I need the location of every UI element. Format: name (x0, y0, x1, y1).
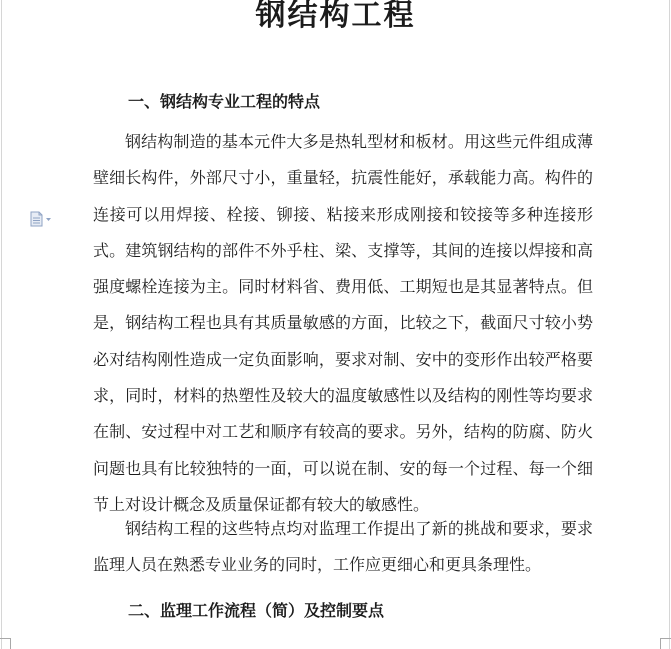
page-corner-mark (660, 638, 671, 649)
body-paragraph: 钢结构制造的基本元件大多是热轧型材和板材。用这些元件组成薄壁细长构件，外部尺寸小，重量轻，抗震性能好，承载能力高。构件的连接可以用焊接、栓接、铆接、粘接来形成刚接和铰接等多种连接形式。建筑钢结构的部件不外乎柱、梁、支撑等，其间的连接以焊接和高强度螺栓连接为主。同时材料省、费用低、工期短也是其显著特点。但是，钢结构工程也具有其质量敏感的方面，比较之下，截面尺寸较小势必对结构刚性造成一定负面影响，要求对制、安中的变形作出较严格要求，同时，材料的热塑性及较大的温度敏感性以及结构的刚性等均要求在制、安过程中对工艺和顺序有较高的要求。另外，结构的防腐、防火问题也具有比较独特的一面，可以说在制、安的每一个过程、每一个细节上对设计概念及质量保证都有较大的敏感性。 (93, 132, 593, 514)
section-heading-1: 一、钢结构专业工程的特点 (128, 92, 321, 111)
document-title: 钢结构工程 (255, 0, 416, 33)
section-heading-2: 二、监理工作流程（简）及控制要点 (128, 601, 385, 620)
page-corner-mark (0, 638, 11, 649)
body-paragraph: 钢结构工程的这些特点均对监理工作提出了新的挑战和要求，要求监理人员在熟悉专业业务的同时，工作应更细心和更具条理性。 (93, 519, 593, 575)
paragraph-menu-button[interactable] (30, 211, 52, 227)
document-icon (30, 211, 52, 227)
